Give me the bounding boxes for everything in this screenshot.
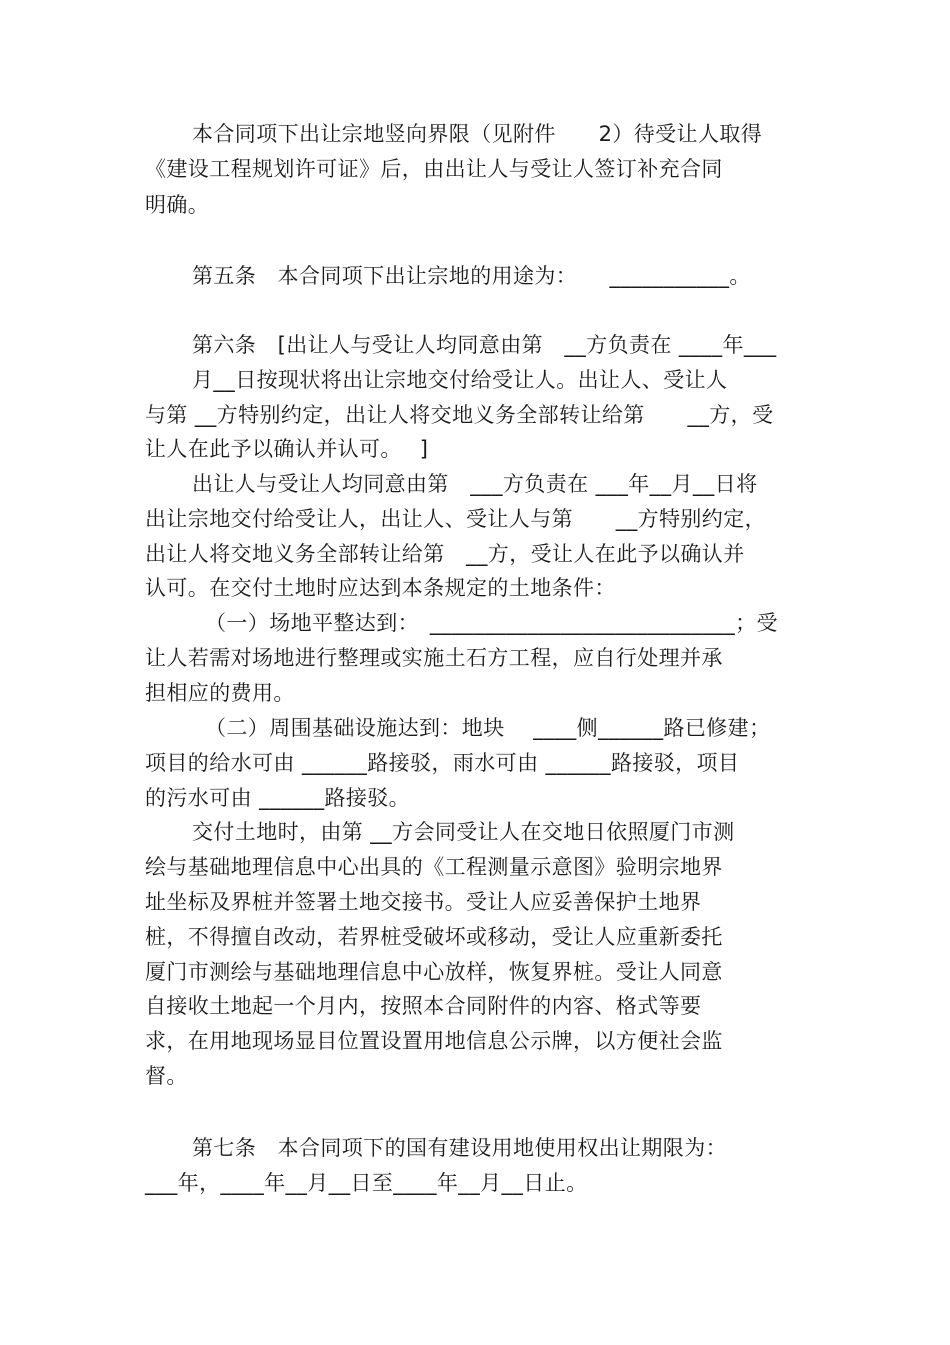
- text-line: 桩，不得擅自改动，若界桩受破坏或移动，受让人应重新委托: [145, 925, 723, 949]
- article-6-heading: 第六条 [出让人与受让人均同意由第 __方负责在 ____年___: [192, 333, 777, 357]
- text-line: 址坐标及界桩并签署土地交接书。受让人应妥善保护土地界: [145, 890, 702, 914]
- land-condition-1: （一）场地平整达到： ____________________________；受: [205, 611, 778, 635]
- article-7: 第七条 本合同项下的国有建设用地使用权出让期限为：: [192, 1136, 727, 1160]
- text-line: 本合同项下出让宗地竖向界限（见附件 2）待受让人取得: [192, 122, 763, 146]
- text-line: 出让宗地交付给受让人，出让人、受让人与第 __方特别约定，: [145, 507, 766, 531]
- text-line: 让人在此予以确认并认可。 ]: [145, 437, 429, 461]
- text-line: 项目的给水可由 ______路接驳，雨水可由 ______路接驳，项目: [145, 751, 740, 775]
- text-line: 求，在用地现场显目位置设置用地信息公示牌，以方便社会监: [145, 1029, 723, 1053]
- text-line: 的污水可由 ______路接驳。: [145, 786, 411, 810]
- land-condition-2: （二）周围基础设施达到：地块 ____侧______路已修建；: [205, 716, 771, 740]
- text-line: 交付土地时，由第 __方会同受让人在交地日依照厦门市测: [192, 820, 735, 844]
- text-line: 与第 __方特别约定，出让人将交地义务全部转让给第 __方，受: [145, 403, 774, 427]
- text-line: 绘与基础地理信息中心出具的《工程测量示意图》验明宗地界: [145, 855, 723, 879]
- text-line: 明确。: [145, 193, 210, 217]
- text-line: 《建设工程规划许可证》后，由出让人与受让人签订补充合同: [145, 157, 723, 181]
- text-line: 厦门市测绘与基础地理信息中心放样，恢复界桩。受让人同意: [145, 960, 723, 984]
- text-line: 让人若需对场地进行整理或实施土石方工程，应自行处理并承: [145, 646, 723, 670]
- article-5: 第五条 本合同项下出让宗地的用途为： ___________。: [192, 264, 751, 288]
- text-line: 担相应的费用。: [145, 681, 295, 705]
- text-line: ___年，____年__月__日至____年__月__日止。: [145, 1171, 588, 1195]
- text-line: 出让人与受让人均同意由第 ___方负责在 ___年__月__日将: [192, 472, 758, 496]
- text-line: 月__日按现状将出让宗地交付给受让人。出让人、受让人: [192, 368, 728, 392]
- text-line: 督。: [145, 1064, 188, 1088]
- text-line: 出让人将交地义务全部转让给第 __方，受让人在此予以确认并: [145, 542, 745, 566]
- text-line: 自接收土地起一个月内，按照本合同附件的内容、格式等要: [145, 994, 702, 1018]
- text-line: 认可。在交付土地时应达到本条规定的土地条件：: [145, 576, 616, 600]
